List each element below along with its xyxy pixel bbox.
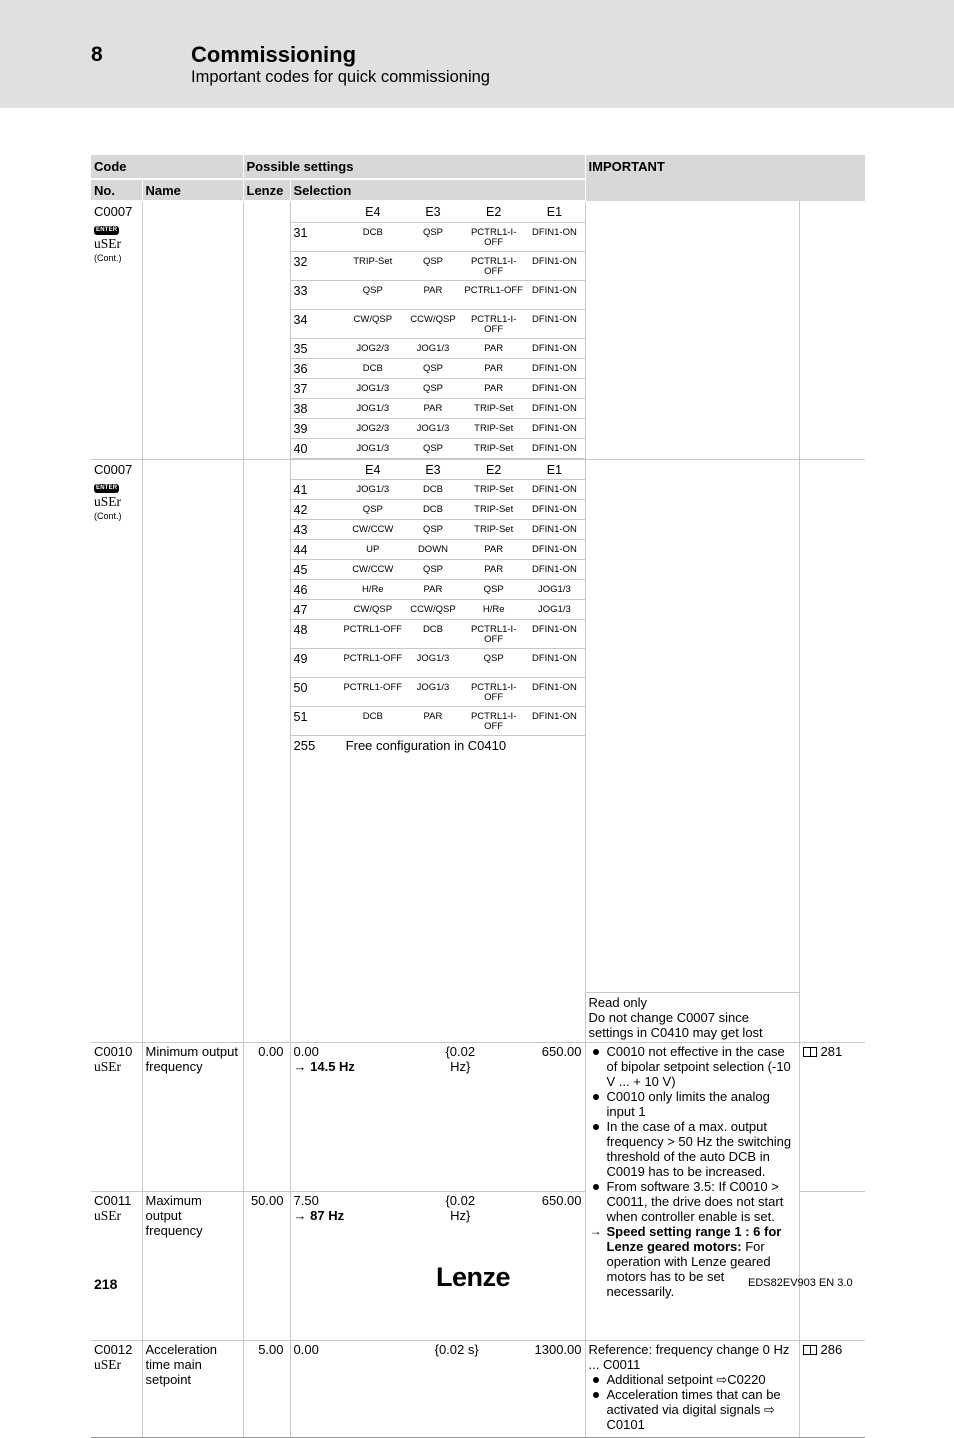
cell-e3: QSP bbox=[403, 251, 463, 280]
selection-number: 43 bbox=[291, 520, 343, 540]
selection-number: 33 bbox=[291, 280, 343, 309]
lenze-logo: Lenze bbox=[436, 1262, 511, 1292]
cell-e4: JOG1/3 bbox=[343, 398, 403, 418]
cell-e2: PAR bbox=[463, 560, 524, 580]
cell-e3: DCB bbox=[403, 480, 463, 500]
selection-number: 49 bbox=[291, 649, 343, 678]
header-name: Name bbox=[142, 179, 243, 201]
cell-e2: PAR bbox=[463, 358, 524, 378]
min-c0011: 7.50 bbox=[293, 1192, 319, 1208]
selection-row bbox=[291, 280, 585, 309]
selection-row bbox=[291, 222, 585, 251]
selection-table-2 bbox=[291, 460, 585, 786]
lenze-c0012: 5.00 bbox=[243, 1340, 290, 1437]
page-number: 218 bbox=[94, 1276, 118, 1292]
cell-e3: CCW/QSP bbox=[403, 600, 463, 620]
cell-e1: DFIN1-ON bbox=[524, 678, 584, 707]
selection-row bbox=[291, 438, 585, 458]
selection-row bbox=[291, 358, 585, 378]
max-c0011: 650.00 bbox=[541, 1192, 582, 1208]
cell-e1: DFIN1-ON bbox=[524, 620, 584, 649]
cell-e3: QSP bbox=[403, 222, 463, 251]
code-c0012: C0012 bbox=[94, 1341, 133, 1357]
row-c0010 bbox=[91, 1042, 865, 1191]
cell-e3: PAR bbox=[403, 580, 463, 600]
cell-e2: TRIP-Set bbox=[463, 418, 524, 438]
selection-row bbox=[291, 398, 585, 418]
cell-e1: DFIN1-ON bbox=[524, 418, 584, 438]
cell-e3: QSP bbox=[403, 560, 463, 580]
cell-e4: CW/CCW bbox=[343, 560, 403, 580]
ref-c0012[interactable]: 286 bbox=[820, 1341, 843, 1357]
cell-e1: DFIN1-ON bbox=[524, 251, 584, 280]
cell-e2: PCTRL1-I-OFF bbox=[463, 678, 524, 707]
c0007-block-1 bbox=[91, 201, 865, 459]
cell-e1: DFIN1-ON bbox=[524, 560, 584, 580]
cell-e3: QSP bbox=[403, 378, 463, 398]
code-c0007: C0007 bbox=[94, 461, 133, 477]
cell-e2: H/Re bbox=[463, 600, 524, 620]
important-empty bbox=[586, 460, 799, 992]
cell-e3: QSP bbox=[403, 438, 463, 458]
important-reference: Reference: frequency change 0 Hz ... C0011 bbox=[588, 1341, 790, 1372]
code-c0011: C0011 bbox=[94, 1192, 132, 1208]
user-menu-label: uSEr bbox=[94, 1356, 121, 1372]
cell-e2: PCTRL1-I-OFF bbox=[463, 251, 524, 280]
max-c0010: 650.00 bbox=[541, 1043, 582, 1059]
preset-c0011: 87 Hz bbox=[310, 1207, 345, 1223]
head-e3: E3 bbox=[403, 460, 463, 480]
selection-255-text: Free configuration in C0410 bbox=[343, 736, 585, 786]
cell-e4: JOG2/3 bbox=[343, 338, 403, 358]
cell-e4: DCB bbox=[343, 358, 403, 378]
cell-e2: PAR bbox=[463, 338, 524, 358]
cell-e2: QSP bbox=[463, 580, 524, 600]
step-c0012: {0.02 s} bbox=[434, 1341, 479, 1357]
cell-e3: JOG1/3 bbox=[403, 418, 463, 438]
arrow-icon: → bbox=[293, 1058, 307, 1074]
cell-e2: TRIP-Set bbox=[463, 398, 524, 418]
important-do-not-change: Do not change C0007 since settings in C0410 may get lost bbox=[588, 1009, 763, 1040]
cell-e1: DFIN1-ON bbox=[524, 309, 584, 338]
important-item: In the case of a max. output frequency > 50 Hz the switching threshold of the auto DCB in C0019 has to be increased. bbox=[589, 1119, 796, 1179]
selection-number: 46 bbox=[291, 580, 343, 600]
arrow-icon: → bbox=[293, 1207, 307, 1223]
cell-e3: DOWN bbox=[403, 540, 463, 560]
selection-row bbox=[291, 520, 585, 540]
selection-row bbox=[291, 600, 585, 620]
important-item: C0010 not effective in the case of bipolar setpoint selection (-10 V ... + 10 V) bbox=[589, 1044, 796, 1089]
cell-e4: PCTRL1-OFF bbox=[343, 678, 403, 707]
cell-e4: TRIP-Set bbox=[343, 251, 403, 280]
important-read-only: Read only bbox=[588, 994, 648, 1010]
min-c0010: 0.00 bbox=[293, 1043, 319, 1059]
step-c0010: {0.02 Hz} bbox=[445, 1043, 476, 1074]
selection-row bbox=[291, 540, 585, 560]
cell-e2: QSP bbox=[463, 649, 524, 678]
cell-e1: DFIN1-ON bbox=[524, 707, 584, 736]
selection-number: 35 bbox=[291, 338, 343, 358]
selection-row bbox=[291, 378, 585, 398]
max-c0012: 1300.00 bbox=[534, 1341, 582, 1357]
chapter-number: 8 bbox=[91, 43, 103, 66]
row-c0012 bbox=[91, 1340, 865, 1437]
cell-e2: TRIP-Set bbox=[463, 480, 524, 500]
cell-e3: JOG1/3 bbox=[403, 649, 463, 678]
selection-row bbox=[291, 678, 585, 707]
note-bold: Speed setting range 1 : 6 for Lenze geared motors: bbox=[606, 1223, 782, 1254]
selection-row bbox=[291, 560, 585, 580]
cell-e4: CW/QSP bbox=[343, 600, 403, 620]
head-e1: E1 bbox=[524, 460, 584, 480]
head-e2: E2 bbox=[463, 202, 524, 222]
cell-e1: DFIN1-ON bbox=[524, 378, 584, 398]
chapter-title: Commissioning bbox=[191, 42, 357, 67]
codes-table bbox=[91, 155, 865, 1438]
cell-e2: PAR bbox=[463, 540, 524, 560]
selection-table-1 bbox=[291, 202, 585, 459]
selection-row bbox=[291, 309, 585, 338]
cell-e4: JOG1/3 bbox=[343, 438, 403, 458]
selection-number: 34 bbox=[291, 309, 343, 338]
cell-e2: PCTRL1-I-OFF bbox=[463, 707, 524, 736]
preset-c0010: 14.5 Hz bbox=[310, 1058, 355, 1074]
header-band bbox=[0, 0, 954, 108]
cell-e3: CCW/QSP bbox=[403, 309, 463, 338]
code-c0007: C0007 bbox=[94, 204, 133, 219]
cell-e2: PCTRL1-I-OFF bbox=[463, 309, 524, 338]
selection-255-number: 255 bbox=[291, 736, 343, 786]
document-id: EDS82EV903 EN 3.0 bbox=[748, 1277, 853, 1289]
continued-label: (Cont.) bbox=[94, 253, 122, 263]
cell-e1: DFIN1-ON bbox=[524, 222, 584, 251]
cell-e3: PAR bbox=[403, 280, 463, 309]
cell-e1: DFIN1-ON bbox=[524, 500, 584, 520]
cell-e3: JOG1/3 bbox=[403, 338, 463, 358]
cell-e3: DCB bbox=[403, 620, 463, 649]
cell-e3: PAR bbox=[403, 398, 463, 418]
head-e3: E3 bbox=[403, 202, 463, 222]
selection-number: 37 bbox=[291, 378, 343, 398]
selection-number: 50 bbox=[291, 678, 343, 707]
cell-e1: DFIN1-ON bbox=[524, 438, 584, 458]
user-menu-label: uSEr bbox=[94, 1058, 121, 1074]
selection-number: 31 bbox=[291, 222, 343, 251]
selection-number: 47 bbox=[291, 600, 343, 620]
cell-e4: DCB bbox=[343, 222, 403, 251]
header-important: IMPORTANT bbox=[585, 155, 865, 201]
cell-e1: DFIN1-ON bbox=[524, 338, 584, 358]
selection-number: 45 bbox=[291, 560, 343, 580]
cell-e2: PAR bbox=[463, 378, 524, 398]
head-e1: E1 bbox=[524, 202, 584, 222]
cell-e4: QSP bbox=[343, 280, 403, 309]
important-item: Additional setpoint ⇨C0220 bbox=[589, 1372, 796, 1387]
cell-e3: PAR bbox=[403, 707, 463, 736]
selection-number: 39 bbox=[291, 418, 343, 438]
selection-number: 42 bbox=[291, 500, 343, 520]
cell-e2: TRIP-Set bbox=[463, 438, 524, 458]
enter-key-icon: ENTER bbox=[96, 484, 118, 491]
continued-label: (Cont.) bbox=[94, 510, 122, 521]
head-e4: E4 bbox=[343, 460, 403, 480]
cell-e1: DFIN1-ON bbox=[524, 480, 584, 500]
cell-e4: UP bbox=[343, 540, 403, 560]
selection-row bbox=[291, 707, 585, 736]
cell-e4: PCTRL1-OFF bbox=[343, 620, 403, 649]
cell-e4: JOG1/3 bbox=[343, 378, 403, 398]
name-c0010: Minimum output frequency bbox=[142, 1042, 243, 1191]
selection-row bbox=[291, 500, 585, 520]
cell-e4: JOG2/3 bbox=[343, 418, 403, 438]
name-c0011: Maximum output frequency bbox=[142, 1191, 243, 1340]
cell-e1: DFIN1-ON bbox=[524, 280, 584, 309]
ref-c0010[interactable]: 281 bbox=[820, 1043, 843, 1059]
note-text: For operation with Lenze geared motors has to be set necessarily. bbox=[606, 1238, 771, 1299]
cell-e4: CW/QSP bbox=[343, 309, 403, 338]
header-lenze: Lenze bbox=[243, 179, 290, 201]
name-c0012: Acceleration time main setpoint bbox=[142, 1340, 243, 1437]
head-e4: E4 bbox=[343, 202, 403, 222]
section-title: Important codes for quick commissioning bbox=[191, 68, 490, 86]
code-c0010: C0010 bbox=[94, 1043, 133, 1059]
cell-e1: JOG1/3 bbox=[524, 580, 584, 600]
lenze-c0010: 0.00 bbox=[243, 1042, 290, 1191]
header-selection: Selection bbox=[290, 179, 585, 201]
selection-number: 38 bbox=[291, 398, 343, 418]
user-menu-label: uSEr bbox=[94, 236, 121, 251]
cell-e4: PCTRL1-OFF bbox=[343, 649, 403, 678]
selection-row bbox=[291, 620, 585, 649]
cell-e1: DFIN1-ON bbox=[524, 649, 584, 678]
important-item: C0010 only limits the analog input 1 bbox=[589, 1089, 796, 1119]
selection-row bbox=[291, 338, 585, 358]
header-code: Code bbox=[91, 155, 243, 179]
cell-e3: DCB bbox=[403, 500, 463, 520]
selection-row bbox=[291, 649, 585, 678]
lenze-c0011: 50.00 bbox=[243, 1191, 290, 1340]
enter-key-icon: ENTER bbox=[96, 227, 118, 233]
cell-e3: QSP bbox=[403, 520, 463, 540]
selection-row bbox=[291, 480, 585, 500]
selection-number: 40 bbox=[291, 438, 343, 458]
cell-e4: QSP bbox=[343, 500, 403, 520]
c0007-block-2 bbox=[91, 459, 865, 1042]
cell-e2: TRIP-Set bbox=[463, 520, 524, 540]
cell-e1: DFIN1-ON bbox=[524, 520, 584, 540]
cell-e4: DCB bbox=[343, 707, 403, 736]
cell-e4: H/Re bbox=[343, 580, 403, 600]
header-no: No. bbox=[91, 179, 142, 201]
selection-number: 44 bbox=[291, 540, 343, 560]
cell-e2: PCTRL1-I-OFF bbox=[463, 620, 524, 649]
selection-row bbox=[291, 251, 585, 280]
header-possible-settings: Possible settings bbox=[243, 155, 585, 179]
important-item: Acceleration times that can be activated via digital signals ⇨ C0101 bbox=[589, 1387, 796, 1432]
cell-e4: JOG1/3 bbox=[343, 480, 403, 500]
book-icon bbox=[803, 1345, 817, 1355]
step-c0011: {0.02 Hz} bbox=[445, 1192, 476, 1223]
cell-e2: TRIP-Set bbox=[463, 500, 524, 520]
user-menu-label: uSEr bbox=[94, 1207, 121, 1223]
cell-e3: JOG1/3 bbox=[403, 678, 463, 707]
selection-number: 32 bbox=[291, 251, 343, 280]
head-e2: E2 bbox=[463, 460, 524, 480]
cell-e3: QSP bbox=[403, 358, 463, 378]
selection-number: 41 bbox=[291, 480, 343, 500]
min-c0012: 0.00 bbox=[293, 1341, 319, 1357]
cell-e1: DFIN1-ON bbox=[524, 398, 584, 418]
user-menu-label: uSEr bbox=[94, 493, 121, 509]
cell-e4: CW/CCW bbox=[343, 520, 403, 540]
cell-e2: PCTRL1-OFF bbox=[463, 280, 524, 309]
cell-e1: DFIN1-ON bbox=[524, 540, 584, 560]
cell-e1: JOG1/3 bbox=[524, 600, 584, 620]
selection-row bbox=[291, 418, 585, 438]
important-item: From software 3.5: If C0010 > C0011, the drive does not start when controller enable is set. bbox=[589, 1179, 796, 1224]
book-icon bbox=[803, 1047, 817, 1057]
selection-number: 51 bbox=[291, 707, 343, 736]
selection-number: 48 bbox=[291, 620, 343, 649]
cell-e1: DFIN1-ON bbox=[524, 358, 584, 378]
selection-row bbox=[291, 580, 585, 600]
selection-number: 36 bbox=[291, 358, 343, 378]
cell-e2: PCTRL1-I-OFF bbox=[463, 222, 524, 251]
